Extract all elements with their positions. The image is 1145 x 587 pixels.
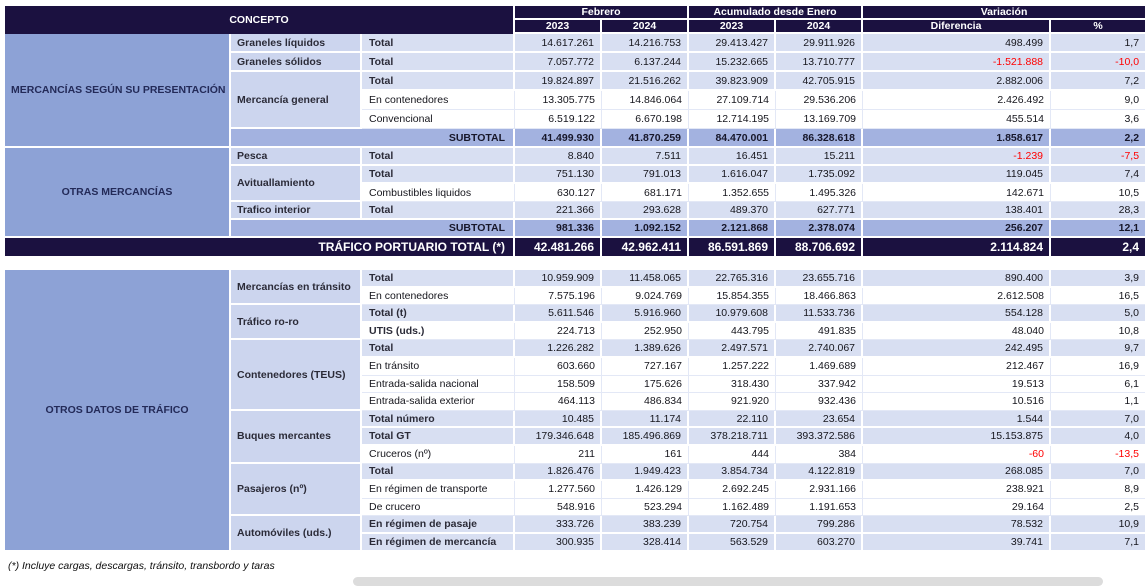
header-group-acumulado: Acumulado desde Enero [689,6,863,20]
section-label: OTRAS MERCANCÍAS [5,148,231,238]
row-item-label: De crucero [362,499,515,517]
value-cell: 7.575.196 [515,288,602,306]
group-label: Pesca [231,148,362,166]
value-cell: 185.496.869 [602,428,689,446]
group-label: Avituallamiento [231,166,362,202]
value-cell: 14.216.753 [602,34,689,53]
value-cell: -1.521.888 [863,53,1051,72]
value-cell: 28,3 [1051,202,1145,220]
value-cell: 393.372.586 [776,428,863,446]
value-cell: 3,9 [1051,270,1145,288]
value-cell: 2.882.006 [863,72,1051,91]
header-subcol-2023-febrero: 2023 [515,20,602,34]
value-cell: 211 [515,446,602,464]
value-cell: 1.389.626 [602,340,689,358]
subtotal-value: 2,2 [1051,129,1145,148]
grand-total-label: TRÁFICO PORTUARIO TOTAL (*) [5,238,515,258]
table-gap [0,258,1145,270]
value-cell: 1.352.655 [689,184,776,202]
value-cell: 119.045 [863,166,1051,184]
value-cell: 2.497.571 [689,340,776,358]
row-item-label: Total (t) [362,305,515,323]
value-cell: 2.426.492 [863,91,1051,110]
row-item-label: Entrada-salida nacional [362,376,515,394]
value-cell: 9,7 [1051,340,1145,358]
value-cell: 2.692.245 [689,481,776,499]
value-cell: 78.532 [863,516,1051,534]
subtotal-value: 256.207 [863,220,1051,238]
value-cell: 318.430 [689,376,776,394]
group-label: Trafico interior [231,202,362,220]
subtotal-value: 41.870.259 [602,129,689,148]
value-cell: 23.655.716 [776,270,863,288]
subtotal-value: 981.336 [515,220,602,238]
header-concepto: CONCEPTO [5,6,515,34]
value-cell: 7,4 [1051,166,1145,184]
value-cell: 489.370 [689,202,776,220]
value-cell: 11.533.736 [776,305,863,323]
value-cell: 22.110 [689,411,776,429]
value-cell: 799.286 [776,516,863,534]
value-cell: 603.660 [515,358,602,376]
group-label: Contenedores (TEUS) [231,340,362,410]
value-cell: 1.162.489 [689,499,776,517]
value-cell: 10.516 [863,393,1051,411]
value-cell: 18.466.863 [776,288,863,306]
value-cell: 21.516.262 [602,72,689,91]
group-label: Mercancías en tránsito [231,270,362,305]
section-label: MERCANCÍAS SEGÚN SU PRESENTACIÓN [5,34,231,148]
value-cell: 29.164 [863,499,1051,517]
value-cell: 1.495.326 [776,184,863,202]
value-cell: 7.057.772 [515,53,602,72]
value-cell: 627.771 [776,202,863,220]
value-cell: 630.127 [515,184,602,202]
value-cell: 221.366 [515,202,602,220]
value-cell: 179.346.648 [515,428,602,446]
subtotal-value: 1.092.152 [602,220,689,238]
group-label: Graneles líquidos [231,34,362,53]
value-cell: 1.191.653 [776,499,863,517]
value-cell: 16,9 [1051,358,1145,376]
value-cell: 10,8 [1051,323,1145,341]
value-cell: -7,5 [1051,148,1145,166]
value-cell: 29.536.206 [776,91,863,110]
main-traffic-table [5,6,1145,258]
value-cell: 1.257.222 [689,358,776,376]
subtotal-value: 2.378.074 [776,220,863,238]
value-cell: 1,1 [1051,393,1145,411]
value-cell: 554.128 [863,305,1051,323]
value-cell: 6.137.244 [602,53,689,72]
subtotal-value: 1.858.617 [863,129,1051,148]
grand-total-value: 88.706.692 [776,238,863,258]
row-item-label: En contenedores [362,91,515,110]
grand-total-value: 86.591.869 [689,238,776,258]
header-group-febrero: Febrero [515,6,689,20]
value-cell: 383.239 [602,516,689,534]
value-cell: -1.239 [863,148,1051,166]
value-cell: 7,1 [1051,534,1145,552]
value-cell: 890.400 [863,270,1051,288]
row-item-label: Total [362,148,515,166]
value-cell: 16.451 [689,148,776,166]
value-cell: 1.616.047 [689,166,776,184]
group-label: Graneles sólidos [231,53,362,72]
group-label: Mercancía general [231,72,362,129]
value-cell: 720.754 [689,516,776,534]
table-header [5,6,1145,34]
value-cell: 3,6 [1051,110,1145,129]
group-label: Buques mercantes [231,411,362,464]
header-subcol-2024-febrero: 2024 [602,20,689,34]
value-cell: 39.741 [863,534,1051,552]
value-cell: 13.305.775 [515,91,602,110]
value-cell: 1.426.129 [602,481,689,499]
value-cell: 19.824.897 [515,72,602,91]
value-cell: 238.921 [863,481,1051,499]
row-item-label: Total [362,72,515,91]
value-cell: 8.840 [515,148,602,166]
value-cell: 224.713 [515,323,602,341]
value-cell: 455.514 [863,110,1051,129]
value-cell: 15.232.665 [689,53,776,72]
value-cell: 12.714.195 [689,110,776,129]
value-cell: 1.735.092 [776,166,863,184]
row-item-label: Total GT [362,428,515,446]
value-cell: 29.413.427 [689,34,776,53]
value-cell: 175.626 [602,376,689,394]
group-label: Tráfico ro-ro [231,305,362,340]
row-item-label: Entrada-salida exterior [362,393,515,411]
subtotal-value: 84.470.001 [689,129,776,148]
row-item-label: Total [362,202,515,220]
row-item-label: Total [362,464,515,482]
value-cell: 158.509 [515,376,602,394]
value-cell: 15.854.355 [689,288,776,306]
value-cell: 5.611.546 [515,305,602,323]
value-cell: 7,0 [1051,464,1145,482]
value-cell: 13.169.709 [776,110,863,129]
row-item-label: UTIS (uds.) [362,323,515,341]
value-cell: 48.040 [863,323,1051,341]
value-cell: 22.765.316 [689,270,776,288]
value-cell: 6.519.122 [515,110,602,129]
value-cell: 42.705.915 [776,72,863,91]
value-cell: 4.122.819 [776,464,863,482]
value-cell: 4,0 [1051,428,1145,446]
grand-total-value: 2.114.824 [863,238,1051,258]
value-cell: 14.846.064 [602,91,689,110]
header-group-row [5,6,1145,20]
grand-total-row [5,238,1145,258]
value-cell: 2.740.067 [776,340,863,358]
value-cell: 242.495 [863,340,1051,358]
group-label: Automóviles (uds.) [231,516,362,551]
value-cell: 7.511 [602,148,689,166]
value-cell: 10.485 [515,411,602,429]
row-item-label: Cruceros (nº) [362,446,515,464]
value-cell: 11.458.065 [602,270,689,288]
horizontal-scrollbar-thumb[interactable] [353,577,1103,586]
value-cell: 29.911.926 [776,34,863,53]
value-cell: 1.544 [863,411,1051,429]
value-cell: 791.013 [602,166,689,184]
value-cell: 10.959.909 [515,270,602,288]
value-cell: 293.628 [602,202,689,220]
value-cell: 9.024.769 [602,288,689,306]
row-item-label: Total [362,270,515,288]
row-item-label: Total [362,34,515,53]
grand-total-value: 2,4 [1051,238,1145,258]
value-cell: 681.171 [602,184,689,202]
row-item-label: Total [362,53,515,72]
value-cell: 384 [776,446,863,464]
value-cell: -10,0 [1051,53,1145,72]
header-subcol-diferencia: Diferencia [863,20,1051,34]
value-cell: 727.167 [602,358,689,376]
value-cell: 1.826.476 [515,464,602,482]
row-item-label: En régimen de mercancía [362,534,515,552]
value-cell: 15.153.875 [863,428,1051,446]
value-cell: 10.979.608 [689,305,776,323]
value-cell: 3.854.734 [689,464,776,482]
value-cell: 1.469.689 [776,358,863,376]
value-cell: 142.671 [863,184,1051,202]
value-cell: 1.277.560 [515,481,602,499]
value-cell: 523.294 [602,499,689,517]
value-cell: 11.174 [602,411,689,429]
value-cell: 8,9 [1051,481,1145,499]
value-cell: 268.085 [863,464,1051,482]
value-cell: 252.950 [602,323,689,341]
value-cell: 10,5 [1051,184,1145,202]
value-cell: 15.211 [776,148,863,166]
value-cell: 337.942 [776,376,863,394]
subtotal-value: 86.328.618 [776,129,863,148]
header-subcol-2024-acumulado: 2024 [776,20,863,34]
subtotal-label: SUBTOTAL [231,220,515,238]
table-row [5,148,1145,166]
value-cell: 212.467 [863,358,1051,376]
table-row [5,270,1145,288]
value-cell: 9,0 [1051,91,1145,110]
value-cell: 6,1 [1051,376,1145,394]
value-cell: 2,5 [1051,499,1145,517]
subtotal-label: SUBTOTAL [231,129,515,148]
value-cell: 138.401 [863,202,1051,220]
row-item-label: En régimen de transporte [362,481,515,499]
row-item-label: Total [362,340,515,358]
row-item-label: En régimen de pasaje [362,516,515,534]
value-cell: 603.270 [776,534,863,552]
subtotal-value: 2.121.868 [689,220,776,238]
value-cell: -60 [863,446,1051,464]
header-group-variacion: Variación [863,6,1145,20]
value-cell: 2.931.166 [776,481,863,499]
value-cell: 921.920 [689,393,776,411]
value-cell: 328.414 [602,534,689,552]
value-cell: 563.529 [689,534,776,552]
value-cell: 19.513 [863,376,1051,394]
row-item-label: Total [362,166,515,184]
value-cell: 6.670.198 [602,110,689,129]
header-subcol-percent: % [1051,20,1145,34]
table-row [5,34,1145,53]
value-cell: 464.113 [515,393,602,411]
value-cell: 443.795 [689,323,776,341]
value-cell: 548.916 [515,499,602,517]
grand-total-value: 42.962.411 [602,238,689,258]
value-cell: 27.109.714 [689,91,776,110]
value-cell: 5.916.960 [602,305,689,323]
row-item-label: Convencional [362,110,515,129]
subtotal-value: 41.499.930 [515,129,602,148]
value-cell: 486.834 [602,393,689,411]
row-item-label: En tránsito [362,358,515,376]
row-item-label: Combustibles liquidos [362,184,515,202]
value-cell: 1,7 [1051,34,1145,53]
value-cell: 2.612.508 [863,288,1051,306]
value-cell: 1.226.282 [515,340,602,358]
value-cell: 498.499 [863,34,1051,53]
value-cell: 7,2 [1051,72,1145,91]
value-cell: 161 [602,446,689,464]
header-subcol-2023-acumulado: 2023 [689,20,776,34]
row-item-label: Total número [362,411,515,429]
value-cell: 5,0 [1051,305,1145,323]
value-cell: 16,5 [1051,288,1145,306]
value-cell: 333.726 [515,516,602,534]
row-item-label: En contenedores [362,288,515,306]
value-cell: 1.949.423 [602,464,689,482]
value-cell: 10,9 [1051,516,1145,534]
value-cell: 932.436 [776,393,863,411]
section-label: OTROS DATOS DE TRÁFICO [5,270,231,552]
value-cell: 378.218.711 [689,428,776,446]
value-cell: 751.130 [515,166,602,184]
footnote: (*) Incluye cargas, descargas, tránsito, transbordo y taras [8,560,275,572]
value-cell: 491.835 [776,323,863,341]
subtotal-value: 12,1 [1051,220,1145,238]
value-cell: 444 [689,446,776,464]
value-cell: 7,0 [1051,411,1145,429]
value-cell: -13,5 [1051,446,1145,464]
value-cell: 13.710.777 [776,53,863,72]
group-label: Pasajeros (nº) [231,464,362,517]
other-traffic-table [5,270,1145,552]
value-cell: 14.617.261 [515,34,602,53]
value-cell: 23.654 [776,411,863,429]
value-cell: 300.935 [515,534,602,552]
value-cell: 39.823.909 [689,72,776,91]
grand-total-value: 42.481.266 [515,238,602,258]
